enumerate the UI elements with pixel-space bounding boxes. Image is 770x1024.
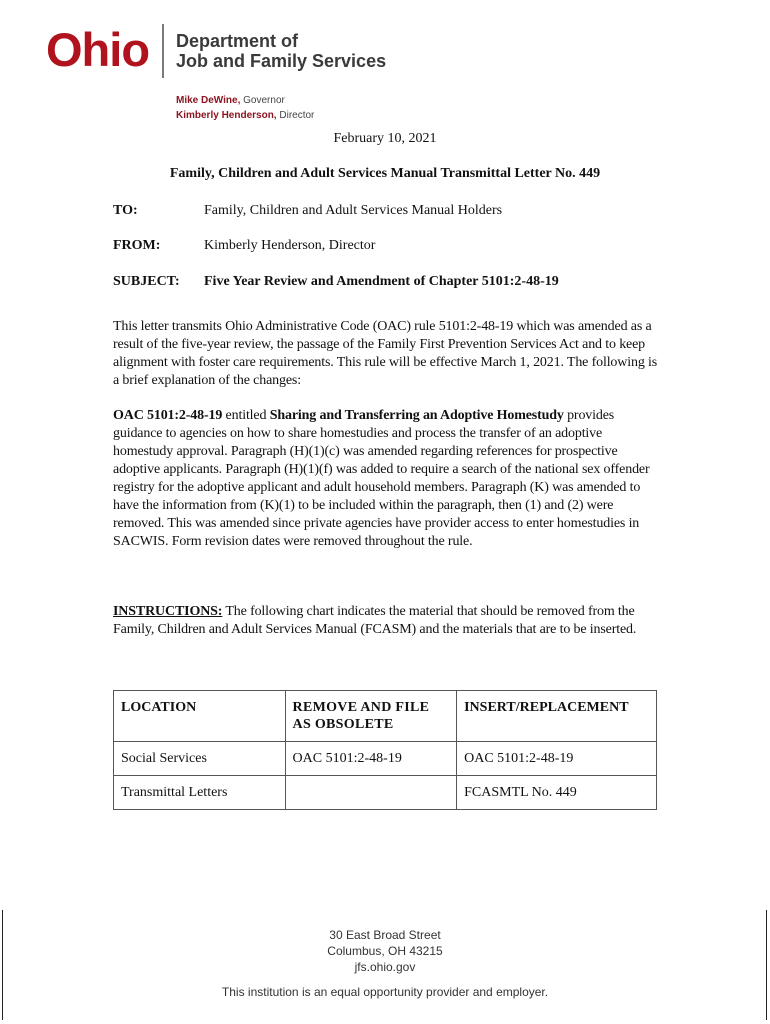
table-cell: Social Services xyxy=(114,742,286,776)
table-row xyxy=(114,742,657,776)
instructions-label: INSTRUCTIONS: xyxy=(113,604,223,619)
director-name: Kimberly Henderson, xyxy=(176,110,277,121)
subject-value: Five Year Review and Amendment of Chapter 5101:2-48-19 xyxy=(204,274,559,289)
department-name xyxy=(176,31,386,71)
table-cell: FCASMTL No. 449 xyxy=(457,776,657,810)
header-insert: INSERT/REPLACEMENT xyxy=(457,691,657,742)
header-location: LOCATION xyxy=(114,691,286,742)
from-value: Kimberly Henderson, Director xyxy=(204,238,376,253)
rule-paragraph xyxy=(113,407,658,551)
instructions-text: The following chart indicates the material that should be removed from the Family, Children and Adult Services Manual (FCASM) and the materials that are to be inserted. xyxy=(113,604,637,637)
instructions-table xyxy=(113,690,657,810)
table-cell: OAC 5101:2-48-19 xyxy=(457,742,657,776)
footer-website[interactable]: jfs.ohio.gov xyxy=(354,960,416,974)
governor-title: Governor xyxy=(243,95,285,106)
department-line-2: Job and Family Services xyxy=(176,51,387,71)
footer-address xyxy=(0,927,770,975)
rule-description: provides guidance to agencies on how to share homestudies and process the transfer of an adoptive homestudy approval. Paragraph (H)(1)(c) was amended regarding references for prospective adoptive applicants. Paragraph (H)(1)(f) was added to require a search of the national sex offender registry for the adoptive applicant and adult household members. Paragraph (K) was amended to have the information from (K)(1) to be included within the paragraph, then (1) and (2) were removed. This was amended since private agencies have provider access to enter homestudies in SACWIS. Form revision dates were removed throughout the rule. xyxy=(113,408,650,549)
table-row xyxy=(114,776,657,810)
table-header-row xyxy=(114,691,657,742)
instructions-paragraph xyxy=(113,603,658,639)
letter-title: Family, Children and Adult Services Manual Transmittal Letter No. 449 xyxy=(169,166,601,181)
table-cell: Transmittal Letters xyxy=(114,776,286,810)
letter-date: February 10, 2021 xyxy=(333,131,437,146)
intro-paragraph: This letter transmits Ohio Administrative Code (OAC) rule 5101:2-48-19 which was amended as a result of the five-year review, the passage of the Family First Prevention Services Act and to keep alignment with foster care requirements. This rule will be effective March 1, 2021. The following is a brief explanation of the changes: xyxy=(113,319,658,388)
to-value: Family, Children and Adult Services Manual Holders xyxy=(204,203,503,218)
director-line xyxy=(176,110,314,122)
from-label: FROM: xyxy=(113,238,161,253)
footer-street: 30 East Broad Street xyxy=(329,928,441,942)
footer-city: Columbus, OH 43215 xyxy=(327,944,443,958)
header-remove: REMOVE AND FILE AS OBSOLETE xyxy=(285,691,457,742)
rule-name: Sharing and Transferring an Adoptive Homestudy xyxy=(269,408,564,423)
director-title: Director xyxy=(279,110,315,121)
to-label: TO: xyxy=(113,203,138,218)
table-cell xyxy=(285,776,457,810)
ohio-logo: Ohio xyxy=(46,23,150,76)
subject-label: SUBJECT: xyxy=(113,274,180,289)
governor-line xyxy=(176,95,285,107)
rule-code: OAC 5101:2-48-19 xyxy=(113,408,223,423)
footer-equal-opportunity: This institution is an equal opportunity provider and employer. xyxy=(221,985,549,999)
department-line-1: Department of xyxy=(176,31,299,51)
rule-entitled: entitled xyxy=(222,408,270,423)
logo-divider xyxy=(162,24,164,78)
governor-name: Mike DeWine, xyxy=(176,95,241,106)
table-cell: OAC 5101:2-48-19 xyxy=(285,742,457,776)
